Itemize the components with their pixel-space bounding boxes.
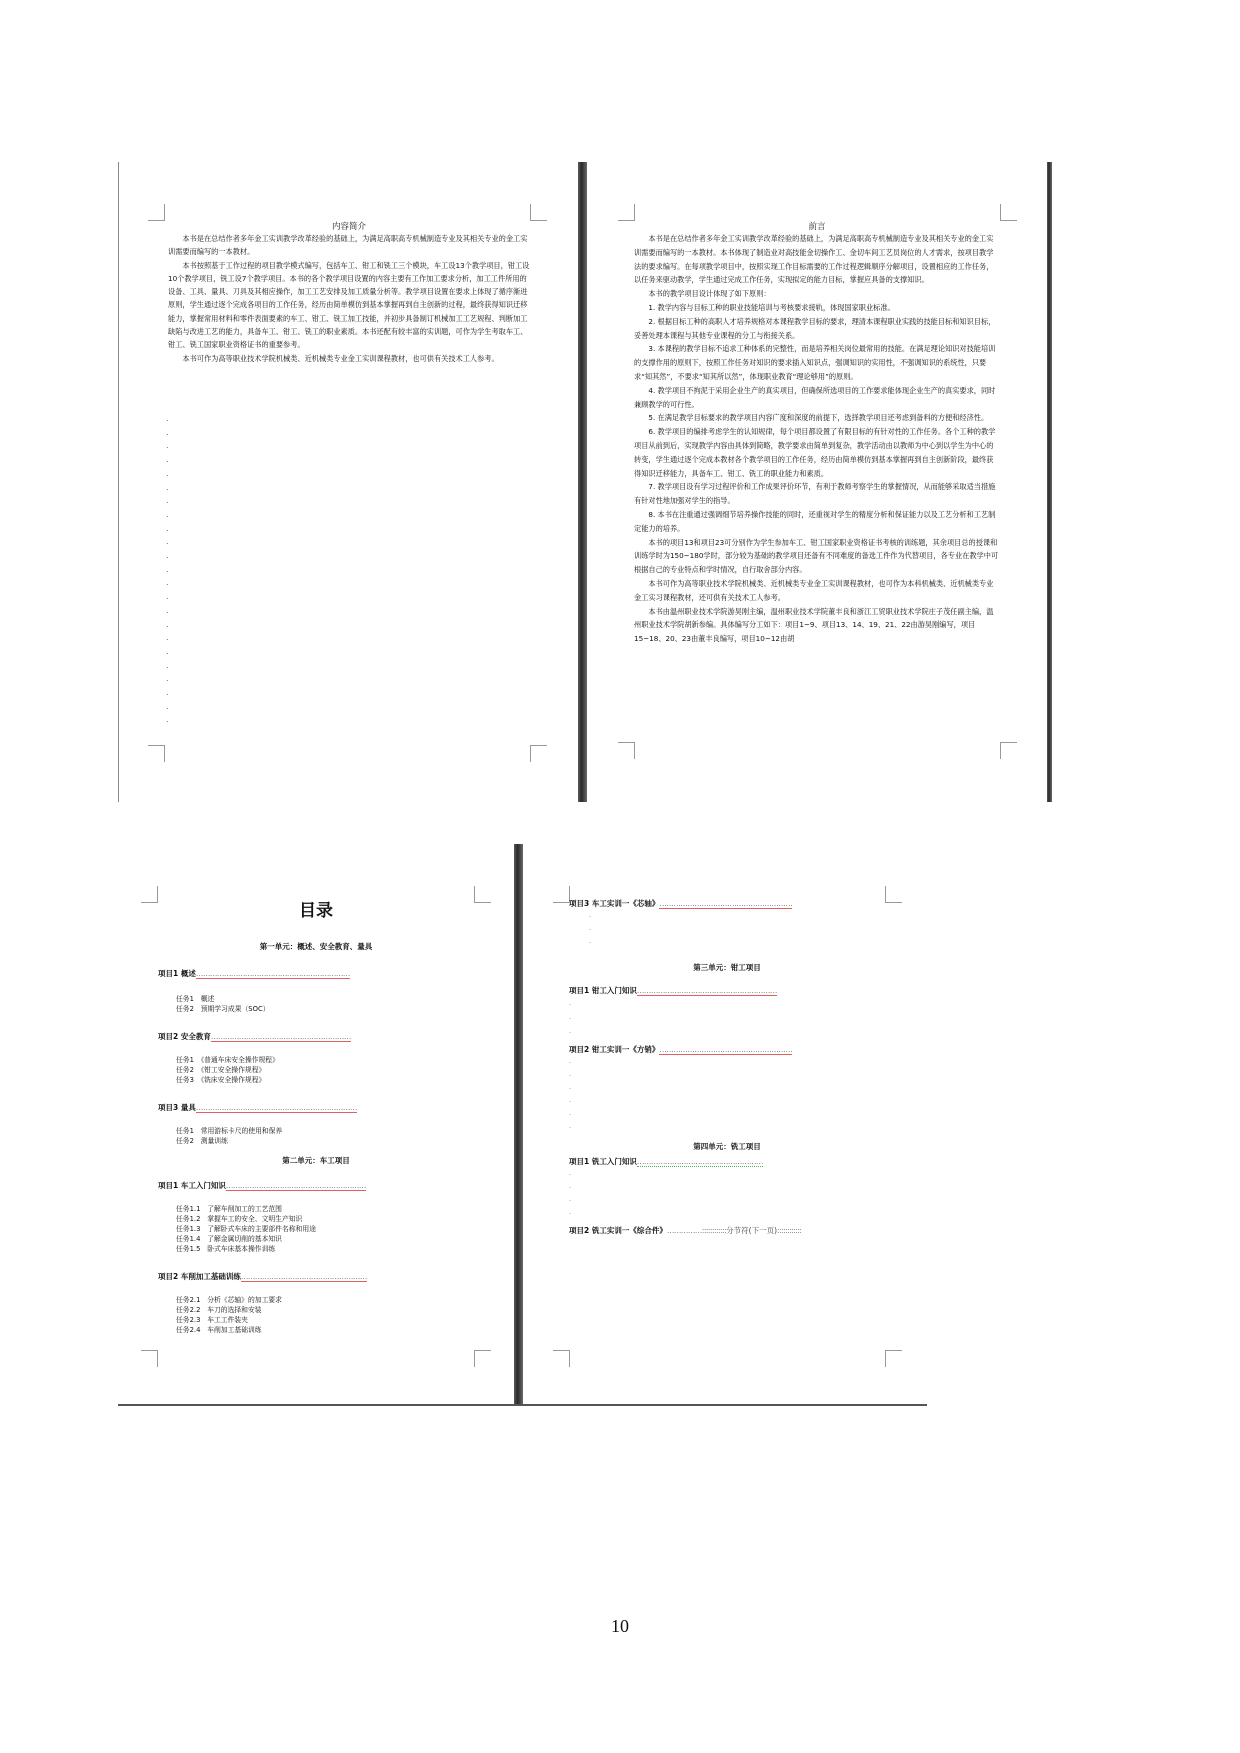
preface-paragraph: 本书的项目13和项目23可分别作为学生参加车工、钳工国家职业资格证书考核的训练题，其余项目总的授课和训练学时为150~180学时，部分较为基础的教学项目还备有不同难度的备选工件作为代替项目，各专业在教学中可根据自己的专业特点和学时情况，自行取舍部分内容。 (634, 537, 999, 575)
toc-task: 任务2 预期学习成果（SOC） (176, 1005, 270, 1013)
intro-paragraph: 本书是在总结作者多年金工实训教学改革经验的基础上，为满足高职高专机械制造专业及其相关专业的金工实训需要而编写的一本教材。 (168, 234, 528, 257)
crop-mark-tr (530, 204, 547, 221)
toc-task: 任务2.2 车刀的选择和安装 (176, 1306, 262, 1314)
preface-paragraph: 8. 本书在注重通过强调细节培养操作技能的同时，还重视对学生的精度分析和保证能力以及工艺分析和工艺制定能力的培养。 (634, 509, 996, 533)
toc-task: 任务1.3 了解卧式车床的主要部件名称和用途 (176, 1225, 316, 1233)
page-gutter-right (1047, 162, 1052, 802)
toc-list-1 (158, 896, 474, 1334)
preface-paragraph: 1. 教学内容与目标工种的职业技能培训与考核要求接轨，体现国家职业标准。 (648, 302, 895, 312)
toc-task: 任务1.2 掌握车工的安全、文明生产知识 (176, 1215, 303, 1223)
toc-entry-label: 项目2 钳工实训一《方销》 (569, 1045, 660, 1054)
empty-paragraph-marks: . . . (589, 911, 592, 945)
page-bottom-edge (118, 1404, 927, 1406)
crop-mark-tl (618, 204, 635, 221)
preface-paragraph: 5. 在满足教学目标要求的教学项目内容广度和深度的前提下，选择教学项目还考虑到备料的方便和经济性。 (648, 413, 989, 423)
preface-paragraph: 本书可作为高等职业技术学院机械类、近机械类专业金工实训课程教材，也可作为本科机械类、近机械类专业金工实习课程教材，还可供有关技术工人参考。 (634, 578, 994, 602)
paragraph-mark: . (166, 605, 169, 615)
toc-task: 任务1 概述 (176, 995, 215, 1003)
preface-paragraph: 本书是在总结作者多年金工实训教学改革经验的基础上，为满足高职高专机械制造专业及其相关专业的金工实训需要而编写的一本教材。本书体现了制造业对高技能金切操作工、金切车间工艺员岗位的人才需求，按项目教学法的要求编写。在每项教学项目中，按照实现工作目标需要的工作过程逻辑顺序分解项目，设置相应的工作任务，以任务来驱动教学，学生通过完成工作任务，实现拟定的能力目标，掌握应具备的支撑知识。 (634, 234, 994, 285)
toc-entry-label: 项目2 车削加工基础训练 (158, 1272, 241, 1281)
paragraph-mark: . (166, 660, 169, 670)
empty-paragraph-marks: . . . . . . (569, 1057, 572, 1130)
toc-entry-label: 项目1 概述 (158, 969, 196, 978)
paragraph-mark: . (166, 551, 169, 561)
crop-mark-br (474, 1350, 491, 1367)
empty-paragraph-marks (166, 412, 169, 727)
toc-entry-label: 项目3 量具 (158, 1103, 196, 1112)
toc-task: 任务1.1 了解车削加工的工艺范围 (176, 1205, 282, 1213)
intro-paragraph: 本书可作为高等职业技术学院机械类、近机械类专业金工实训课程教材，也可供有关技术工人参考。 (182, 353, 499, 363)
intro-title: 内容简介 (331, 222, 366, 232)
toc-entry[interactable]: 项目3 量具…………………………………………………………… (158, 1103, 357, 1112)
empty-paragraph-marks: . . . . (569, 1169, 572, 1216)
paragraph-mark: . (166, 701, 169, 711)
toc-list-2 (569, 898, 885, 1236)
crop-mark-br (1000, 742, 1017, 759)
crop-mark-tr (885, 886, 902, 903)
crop-mark-bl (141, 1350, 158, 1367)
toc-task: 任务1 常用游标卡尺的使用和保养 (176, 1127, 283, 1135)
preface-paragraph: 本书由温州职业技术学院游昊刚主编，温州职业技术学院董丰良和浙江工贸职业技术学院庄子茂任副主编，温州职业技术学院胡新参编。具体编写分工如下：项目1~9、项目13、14、19、21、22由游昊刚编写，项目15~18、20、23由董丰良编写，项目10~12由胡 (634, 606, 994, 644)
preface-body (634, 232, 1000, 747)
paragraph-mark: . (166, 496, 169, 506)
toc-entry[interactable]: 项目2 铣工实训一《综合件》……………::::::::::::分节符(下一页):::::::::::: (569, 1226, 802, 1235)
preface-paragraph: 4. 教学项目不拘泥于采用企业生产的真实项目，但确保所选项目的工作要求能体现企业生产的真实要求，同时兼顾教学的可行性。 (634, 385, 996, 409)
paragraph-mark: . (166, 646, 169, 656)
toc-task: 任务1.5 卧式车床基本操作训练 (176, 1245, 276, 1253)
paragraph-mark: . (166, 619, 169, 629)
page-gutter (514, 844, 523, 1404)
page-gutter (578, 162, 587, 802)
toc-task: 任务2.3 车工工件装夹 (176, 1316, 248, 1324)
preface-paragraph: 7. 教学项目设有学习过程评价和工作成果评价环节，有利于教师考察学生的掌握情况，从而能够采取适当措施有针对性地加强对学生的指导。 (634, 482, 996, 506)
toc-task: 任务2.1 分析《芯轴》的加工要求 (176, 1296, 282, 1304)
toc-page-1 (118, 844, 514, 1404)
toc-entry-label: 项目2 铣工实训一《综合件》 (569, 1226, 667, 1235)
section-break-label: 分节符(下一页) (726, 1226, 778, 1235)
preface-paragraph: 6. 教学项目的编排考虑学生的认知规律，每个项目都设置了有限目标的有针对性的工作任务。各个工种的教学项目从前到后，实现教学内容由具体到简略，教学要求由简单到复杂，教学活动由以教师为中心到以学生为中心的转变，学生通过逐个完成本教材各个教学项目的工作任务，经历由简单模仿到基本掌握再到自主创新阶段，最终获得知识迁移能力，具备车工、钳工、铣工的职业能力和素质。 (634, 427, 996, 478)
preface-paragraph: 2. 根据目标工种的高职人才培养规格对本课程教学目标的要求，理清本课程职业实践的技能目标和知识目标，妥善处理本课程与其他专业课程的分工与衔接关系。 (634, 316, 996, 340)
intro-paragraph: 本书按照基于工作过程的项目教学模式编写，包括车工、钳工和铣工三个模块，车工设13个教学项目，钳工设10个教学项目，铣工设7个教学项目。本书的各个教学项目设置的内容主要有工作加工要求分析，加工工件所用的设备、工具、量具、刀具及其相应操作，加工工艺安排及加工质量分析等。教学项目设置在要求上体现了循序渐进原则，学生通过逐个完成各项目的工作任务，经历由简单模仿到基本掌握再到自主创新的过程，最终获得知识迁移能力，掌握常用材料和零件表面要素的车工、钳工、铣工加工技能，并初步具备制订机械加工工艺规程、判断加工缺陷与改进工艺的能力，具备车工、钳工、铣工的职业素质。本书还配有较丰富的实训题，可作为学生考取车工、钳工、铣工国家职业资格证书的重要参考。 (168, 260, 530, 350)
preface-paragraph: 3. 本课程的教学目标不追求工种体系的完整性，而是培养相关岗位最常用的技能。在满足理论知识对技能培训的支撑作用的原则下，按照工作任务对知识的要求插入知识点，强调知识的实用性，不强调知识的系统性，只要求“知其然”，不要求“知其所以然”，体现职业教育“理论够用”的原则。 (634, 344, 996, 381)
paragraph-mark: . (166, 414, 169, 423)
toc-entry[interactable]: 项目1 钳工入门知识…………………………………………………… (569, 986, 777, 995)
toc-entry[interactable]: 项目2 钳工实训一《方销》………………………………………………… (569, 1045, 793, 1054)
toc-task: 任务2.4 车削加工基础训练 (176, 1326, 262, 1334)
crop-mark-tl (148, 204, 165, 221)
toc-entry-label: 项目2 安全教育 (158, 1032, 211, 1041)
paragraph-mark: . (166, 509, 169, 519)
toc-entry[interactable]: 项目2 安全教育…………………………………………………… (158, 1032, 351, 1041)
preface-paragraph: 本书的教学项目设计体现了如下原则： (648, 289, 771, 299)
toc-task: 任务1 《普通车床安全操作规程》 (176, 1056, 279, 1064)
toc-page-2 (523, 844, 927, 1404)
paragraph-mark: . (166, 564, 169, 574)
preface-page (587, 162, 1047, 802)
intro-body (168, 232, 530, 365)
toc-heading: 目录 (299, 901, 333, 921)
toc-entry[interactable]: 项目1 铣工入门知识……………………………………………… (569, 1157, 763, 1166)
crop-mark-br (885, 1350, 902, 1367)
preface-title: 前言 (808, 222, 826, 232)
toc-entry-label: 项目3 车工实训一《芯轴》 (569, 899, 660, 908)
toc-entry-label: 项目1 车工入门知识 (158, 1181, 226, 1190)
crop-mark-bl (148, 745, 165, 762)
empty-paragraph-marks: . . . (569, 999, 572, 1035)
paragraph-mark: . (166, 455, 169, 465)
unit-heading: 第四单元：铣工项目 (693, 1142, 761, 1151)
paragraph-mark: . (166, 592, 169, 602)
toc-entry-label: 项目1 铣工入门知识 (569, 1157, 637, 1166)
unit-heading: 第二单元：车工项目 (282, 1156, 350, 1165)
toc-entry[interactable]: 项目1 概述………………………………………………………… (158, 969, 350, 978)
toc-entry-label: 项目1 钳工入门知识 (569, 986, 637, 995)
crop-mark-tr (1000, 204, 1017, 221)
intro-page (118, 162, 578, 802)
page-edge (118, 162, 119, 802)
paragraph-mark: . (166, 523, 169, 533)
crop-mark-tl (141, 886, 158, 903)
toc-task: 任务2 测量训练 (176, 1137, 228, 1145)
paragraph-mark: . (166, 633, 169, 643)
crop-mark-bl (553, 1350, 570, 1367)
toc-entry[interactable]: 项目2 车削加工基础训练……………………………………………… (158, 1272, 367, 1281)
toc-task: 任务2 《钳工安全操作规程》 (176, 1066, 266, 1074)
toc-task: 任务3 《铣床安全操作规程》 (176, 1076, 266, 1084)
paragraph-mark: . (166, 427, 169, 437)
paragraph-mark: . (166, 468, 169, 478)
toc-entry[interactable]: 项目3 车工实训一《芯轴》………………………………………………… (569, 899, 793, 908)
unit-heading: 第一单元：概述、安全教育、量具 (259, 942, 373, 951)
crop-mark-tl (553, 886, 570, 903)
crop-mark-tr (474, 886, 491, 903)
crop-mark-br (530, 745, 547, 762)
paragraph-mark: . (166, 674, 169, 684)
paragraph-mark: . (166, 441, 169, 451)
paragraph-mark: . (166, 688, 169, 698)
paragraph-mark: . (166, 578, 169, 588)
unit-heading: 第三单元：钳工项目 (693, 963, 761, 972)
page-number: 10 (611, 1616, 629, 1636)
paragraph-mark: . (166, 482, 169, 492)
toc-task: 任务1.4 了解金属切削的基本知识 (176, 1235, 282, 1243)
paragraph-mark: . (166, 715, 169, 725)
crop-mark-bl (618, 742, 635, 759)
paragraph-mark: . (166, 537, 169, 547)
toc-entry[interactable]: 项目1 车工入门知识…………………………………………………… (158, 1181, 366, 1190)
